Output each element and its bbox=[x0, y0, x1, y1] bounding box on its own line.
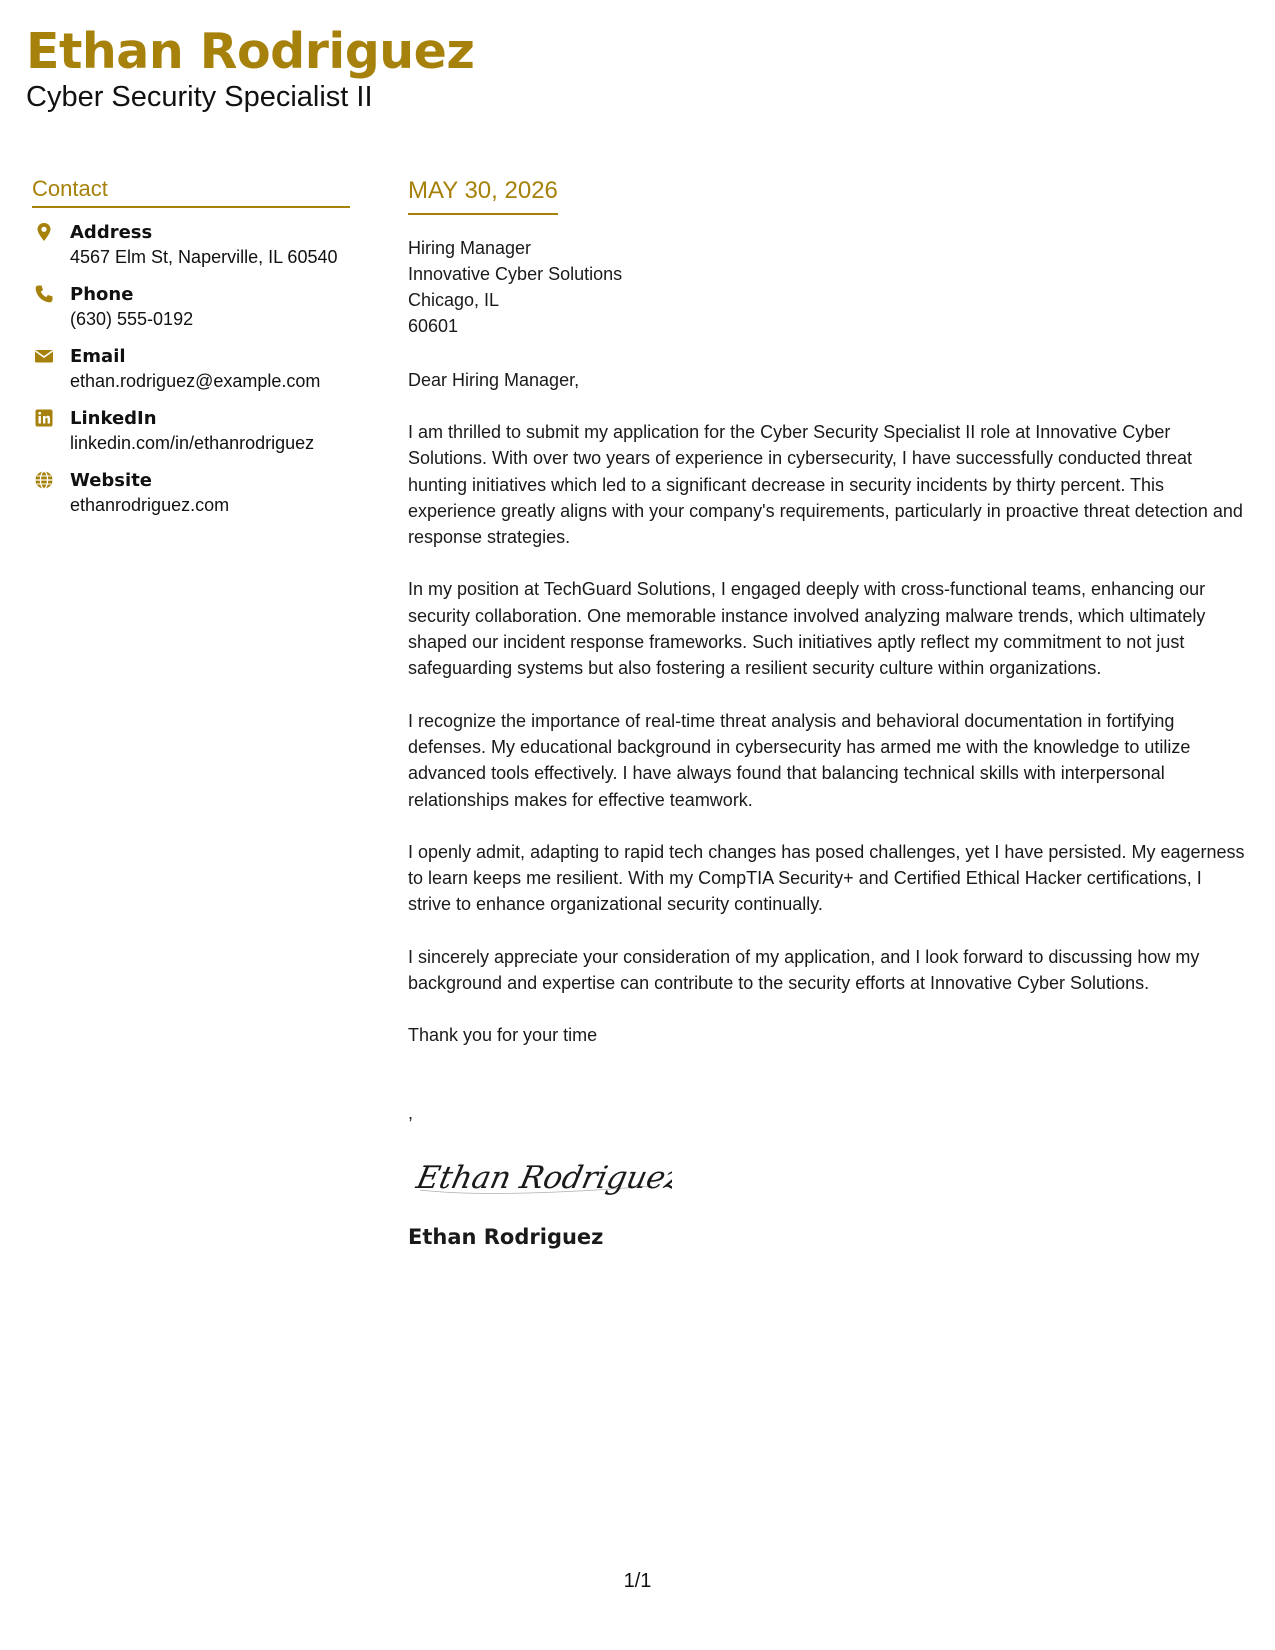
envelope-icon bbox=[34, 346, 54, 366]
letter-body bbox=[408, 177, 1248, 1249]
closing-line: Thank you for your time bbox=[408, 1025, 598, 1046]
applicant-role: Cyber Security Specialist II bbox=[26, 81, 373, 113]
recipient-line: Chicago, IL bbox=[408, 290, 500, 310]
letter-paragraph: I sincerely appreciate your consideration of my application, and I look forward to discussing how my background and expertise can contribute to the security efforts at Innovative Cyber Solutions. bbox=[408, 946, 1200, 994]
document-header bbox=[26, 24, 474, 114]
contact-email bbox=[32, 344, 350, 394]
globe-icon bbox=[34, 470, 54, 490]
contact-label: LinkedIn bbox=[70, 408, 157, 429]
recipient-line: Hiring Manager bbox=[408, 238, 532, 258]
salutation: Dear Hiring Manager, bbox=[408, 370, 580, 390]
linkedin-icon bbox=[34, 408, 54, 428]
contact-sidebar bbox=[32, 176, 350, 518]
contact-value: ethan.rodriguez@example.com bbox=[70, 371, 321, 391]
applicant-name: Ethan Rodriguez bbox=[26, 23, 475, 80]
contact-label: Email bbox=[70, 346, 126, 367]
contact-title: Contact bbox=[32, 176, 350, 208]
signature-text: Ethan Rodriguez bbox=[413, 1160, 672, 1197]
contact-label: Website bbox=[70, 470, 153, 491]
contact-label: Phone bbox=[70, 284, 134, 305]
signed-name: Ethan Rodriguez bbox=[408, 1225, 604, 1250]
page-number: 1/1 bbox=[623, 1570, 652, 1592]
letter-paragraph: I am thrilled to submit my application for the Cyber Security Specialist II role at Innovative Cyber Solutions. With over two years of experience in cybersecurity, I have successfully conducted threat hunting initiatives which led to a significant decrease in security incidents by thirty percent. This experience greatly aligns with your company's requirements, particularly in proactive threat detection and response strategies. bbox=[408, 422, 1243, 548]
contact-value: ethanrodriguez.com bbox=[70, 495, 230, 515]
signature-image bbox=[412, 1146, 672, 1206]
letter-paragraph: In my position at TechGuard Solutions, I engaged deeply with cross-functional teams, enhancing our security collaboration. One memorable instance involved analyzing malware trends, which ultimately shaped our incident response frameworks. Such initiatives aptly reflect my commitment to not just safeguarding systems but also fostering a resilient security culture within organizations. bbox=[408, 579, 1206, 679]
recipient-line: 60601 bbox=[408, 316, 459, 336]
letter-paragraph: I openly admit, adapting to rapid tech changes has posed challenges, yet I have persisted. My eagerness to learn keeps me resilient. With my CompTIA Security+ and Certified Ethical Hacker certifications, I strive to enhance organizational security continually. bbox=[408, 841, 1245, 915]
phone-icon bbox=[34, 284, 54, 304]
letter-date: MAY 30, 2026 bbox=[408, 177, 558, 215]
letter-paragraph: I recognize the importance of real-time threat analysis and behavioral documentation in fortifying defenses. My educational background in cybersecurity has armed me with the knowledge to utilize advanced tools effectively. I have always found that balancing technical skills with interpersonal relationships makes for effective teamwork. bbox=[408, 710, 1191, 810]
contact-value: 4567 Elm St, Naperville, IL 60540 bbox=[70, 247, 338, 267]
contact-value: linkedin.com/in/ethanrodriguez bbox=[70, 433, 315, 453]
closing-comma: , bbox=[408, 1103, 414, 1124]
contact-value: (630) 555-0192 bbox=[70, 309, 194, 329]
map-pin-icon bbox=[34, 222, 54, 242]
contact-linkedin bbox=[32, 406, 350, 456]
contact-label: Address bbox=[70, 222, 153, 243]
contact-website bbox=[32, 468, 350, 518]
contact-address bbox=[32, 220, 350, 270]
recipient-block bbox=[408, 235, 1248, 339]
contact-phone bbox=[32, 282, 350, 332]
recipient-line: Innovative Cyber Solutions bbox=[408, 264, 623, 284]
